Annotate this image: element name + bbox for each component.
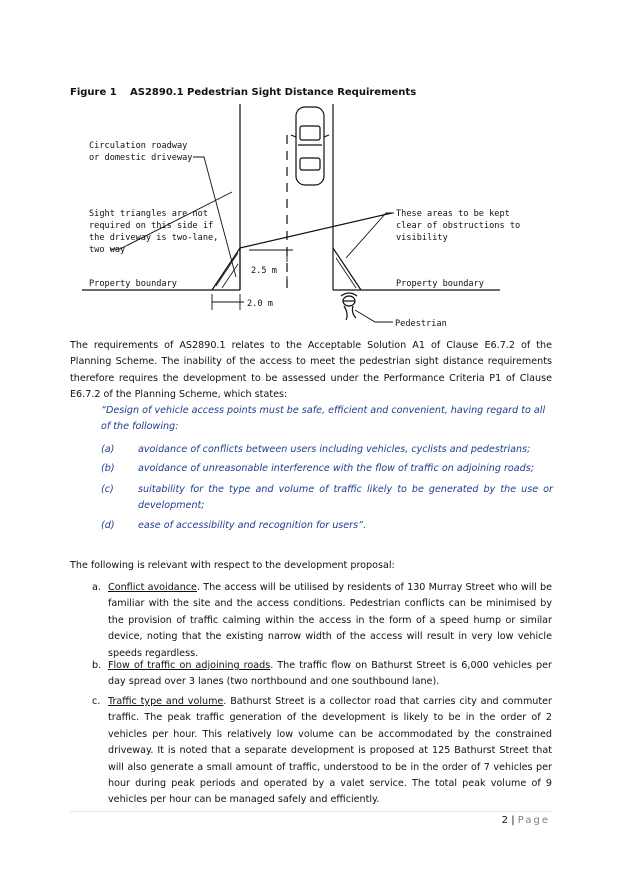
list-item-mark: c. bbox=[92, 696, 101, 707]
label-sight-4: two way bbox=[89, 245, 126, 255]
figure-number: Figure 1 bbox=[70, 87, 117, 98]
quote-item-mark: (d) bbox=[101, 520, 115, 531]
list-item-mark: b. bbox=[92, 660, 102, 671]
list-item-title: Flow of traffic on adjoining roads bbox=[108, 660, 271, 671]
page-number: 2 bbox=[501, 815, 509, 826]
label-areas-3: visibility bbox=[396, 233, 448, 243]
leader-areas bbox=[346, 213, 394, 258]
footer-separator: | bbox=[511, 815, 515, 826]
label-areas-2: clear of obstructions to bbox=[396, 221, 521, 231]
label-sight-3: the driveway is two-lane, bbox=[89, 233, 219, 243]
quote-item-mark: (c) bbox=[101, 484, 114, 495]
body-paragraph-2: The following is relevant with respect to the development proposal: bbox=[70, 560, 395, 571]
quote-item-mark: (a) bbox=[101, 444, 115, 455]
quote-item-text: avoidance of conflicts between users including vehicles, cyclists and pedestrians; bbox=[138, 444, 531, 455]
label-circulation-2: or domestic driveway bbox=[89, 153, 193, 163]
quote-intro: “Design of vehicle access points must be safe, efficient and convenient, having regard to all of the following: bbox=[101, 405, 546, 433]
page-label: Page bbox=[517, 815, 550, 826]
list-item-text: . Bathurst Street is a collector road that carries city and commuter traffic. The peak traffic generation of the development is likely to be in the order of 2 vehicles per hour. This relatively low volume can be accommodated by the constrained driveway. It is noted that a separate development is proposed at 125 Bathurst Street that will also generate a small amount of traffic, understood to be in the order of 7 vehicles per hour during peak periods and operated by a valet service. The total peak volume of 9 vehicles per hour can be managed safely and efficiently. bbox=[108, 696, 552, 806]
label-areas-1: These areas to be kept bbox=[396, 209, 510, 219]
list-item-mark: a. bbox=[92, 582, 101, 593]
car-icon bbox=[291, 107, 329, 185]
list-item-body bbox=[108, 694, 552, 809]
label-pedestrian: Pedestrian bbox=[395, 319, 447, 329]
label-circulation-1: Circulation roadway bbox=[89, 141, 188, 151]
label-dimension-2-5m: 2.5 m bbox=[251, 266, 277, 276]
list-item-title: Traffic type and volume bbox=[108, 696, 224, 707]
body-paragraph-1: The requirements of AS2890.1 relates to the Acceptable Solution A1 of Clause E6.7.2 of the Planning Scheme. The inability of the access to meet the pedestrian sight distance requirements therefore requires the development to be assessed under the Performance Criteria P1 of Clause E6.7.2 of the Planning Scheme, which states: bbox=[70, 340, 552, 401]
quote-item-mark: (b) bbox=[101, 463, 115, 474]
label-sight-2: required on this side if bbox=[89, 221, 214, 231]
list-item-title: Conflict avoidance bbox=[108, 582, 197, 593]
footer-divider bbox=[70, 811, 552, 812]
leader-pedestrian bbox=[355, 310, 393, 322]
label-property-boundary-right: Property boundary bbox=[396, 279, 484, 289]
pedestrian-icon bbox=[341, 293, 357, 320]
figure-title: AS2890.1 Pedestrian Sight Distance Requirements bbox=[130, 87, 417, 98]
list-item-body bbox=[108, 658, 552, 691]
quote-item-text: suitability for the type and volume of traffic likely to be generated by the use or development; bbox=[138, 484, 553, 512]
page-footer bbox=[502, 815, 550, 826]
sight-triangle-right bbox=[333, 248, 361, 290]
sight-distance-diagram bbox=[0, 0, 622, 340]
quote-item-text: ease of accessibility and recognition for users”. bbox=[138, 520, 367, 531]
label-sight-1: Sight triangles are not bbox=[89, 209, 208, 219]
label-dimension-2-0m: 2.0 m bbox=[247, 299, 273, 309]
quote-item-text: avoidance of unreasonable interference with the flow of traffic on adjoining roads; bbox=[138, 463, 534, 474]
sight-triangle-left bbox=[212, 248, 240, 290]
list-item-text: . The access will be utilised by residents of 130 Murray Street who will be familiar with the site and the access conditions. Pedestrian conflicts can be minimised by the provision of traffic calming within the access in the form of a speed hump or similar device, noting that the existing narrow width of the access will result in very low vehicle speeds regardless. bbox=[108, 582, 553, 659]
list-item-text: . The traffic flow on Bathurst Street is 6,000 vehicles per day spread over 3 lanes (two northbound and one southbound lane). bbox=[108, 660, 552, 688]
sight-line bbox=[240, 213, 392, 248]
label-property-boundary-left: Property boundary bbox=[89, 279, 177, 289]
list-item-body bbox=[108, 580, 552, 662]
